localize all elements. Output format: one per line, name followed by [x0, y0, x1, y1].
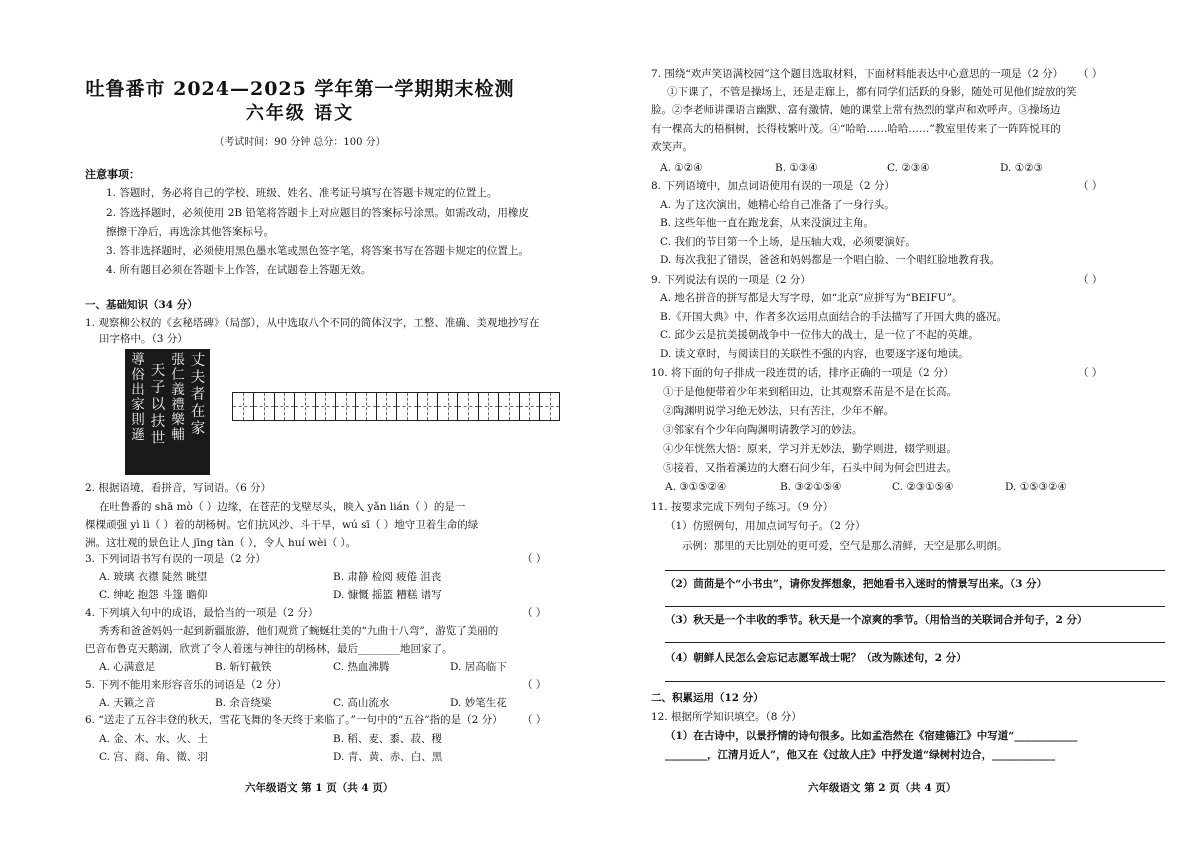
sentence-item: ⑤接着，又指着溪边的大磨石问少年，石头中间为何会凹进去。 [663, 462, 957, 474]
question-2-text: 在吐鲁番的 shā mò（ ）边缘，在苍茫的戈壁尽头，映入 yǎn lián（ ）的是一 [99, 501, 466, 513]
question-4-text: 秀秀和爸爸妈妈一起到新疆旅游，他们观赏了蜿蜒壮美的“九曲十八弯”，游览了美丽的 [99, 625, 499, 637]
question-1-cont: 田字格中。（3 分） [99, 333, 188, 345]
question-4: 4. 下列填入句中的成语，最恰当的一项是（2 分） [85, 607, 319, 619]
section-title: 二、积累运用（12 分） [651, 692, 764, 704]
option[interactable]: B. 肃静 检阅 疲倦 沮丧 [333, 571, 442, 583]
question-2-text: 洲。这壮观的景色让人 jīng tàn（ ），令人 huí wèi（ ）。 [85, 537, 357, 549]
question-12-1-cont: ________，江清月近人”，他又在《过故人庄》中抒发道“绿树村边合，____________ [665, 749, 1056, 761]
answer-paren[interactable]: （ ） [522, 679, 547, 691]
answer-line[interactable] [665, 606, 1165, 607]
notice-item: 4. 所有题目必须在答题卡上作答，在试题卷上答题无效。 [106, 264, 372, 276]
option[interactable]: A. 金、木、水、火、土 [99, 733, 208, 745]
exam-title: 吐鲁番市 2024—2025 学年第一学期期末检测 [85, 78, 515, 100]
option[interactable]: D. 慷慨 摇篮 糟糕 谱写 [333, 589, 442, 601]
question-11-1: （1）仿照例句，用加点词写句子。（2 分） [665, 520, 866, 532]
page-footer: 六年级语文 第 1 页（共 4 页） [245, 782, 394, 794]
option[interactable]: B. 这些年他一直在跑龙套，从来没演过主角。 [660, 217, 874, 229]
tianzige-grid[interactable] [232, 392, 560, 421]
question-2-text: 棵棵顽强 yì lì（ ）着的胡杨树。它们抗风沙、斗干旱，wú sī（ ）地守卫着生命的绿 [85, 519, 479, 531]
notice-item: 2. 答选择题时，必须使用 2B 铅笔将答题卡上对应题目的答案标号涂黑。如需改动，用橡皮 [106, 207, 529, 219]
section-title: 一、基础知识（34 分） [85, 299, 198, 311]
rubbing-column: 張 仁 義 禮 樂 輔 [171, 352, 185, 443]
sentence-item: ④少年恍然大悟：原来，学习并无妙法，勤学则进，辍学则退。 [663, 443, 957, 455]
option[interactable]: C. 绅屹 抱怨 斗篷 瞻仰 [99, 589, 208, 601]
option[interactable]: D. 读文章时，与阅读目的关联性不强的内容，也要逐字逐句地读。 [660, 348, 969, 360]
answer-paren[interactable]: （ ） [522, 714, 547, 726]
option[interactable]: B. 斩钉截铁 [215, 661, 272, 673]
question-9: 9. 下列说法有误的一项是（2 分） [651, 274, 811, 286]
option[interactable]: A. 玻璃 衣襟 陡然 眺望 [99, 571, 208, 583]
option[interactable]: D. ①②③ [1000, 162, 1043, 174]
option[interactable]: C. 我们的节目第一个上场，是压轴大戏，必须要演好。 [660, 236, 916, 248]
question-2: 2. 根据语境，看拼音，写词语。（6 分） [85, 482, 272, 494]
rubbing-column: 天 子 以 扶 世 [150, 363, 166, 447]
option[interactable]: B. 稻、麦、黍、菽、稷 [333, 733, 442, 745]
sentence-item: ①于是他便带着少年来到稻田边，让其观察禾苗是不是在长高。 [663, 386, 957, 398]
answer-line[interactable] [665, 681, 1165, 682]
option[interactable]: D. 每次我犯了错误，爸爸和妈妈都是一个唱白脸、一个唱红脸地教育我。 [660, 254, 1001, 266]
option[interactable]: D. 妙笔生花 [450, 697, 507, 709]
question-8: 8. 下列语境中，加点词语使用有误的一项是（2 分） [651, 180, 895, 192]
question-11-3: （3）秋天是一个丰收的季节。秋天是一个凉爽的季节。（用恰当的关联词合并句子，2 分） [665, 614, 1088, 626]
question-12-1: （1）在古诗中，以景抒情的诗句很多。比如孟浩然在《宿建德江》中写道“____________ [665, 730, 1078, 742]
option[interactable]: A. 为了这次演出，她精心给自己准备了一身行头。 [660, 199, 895, 211]
answer-line[interactable] [665, 570, 1165, 571]
question-11: 11. 按要求完成下列句子练习。（9 分） [651, 501, 834, 513]
answer-paren[interactable]: （ ） [522, 607, 547, 619]
right-page [600, 0, 1200, 849]
answer-line[interactable] [665, 642, 1165, 643]
option[interactable]: C. 高山流水 [333, 697, 390, 709]
question-7-text: 欢笑声。 [651, 141, 693, 153]
option[interactable]: C. ②③①⑤④ [892, 481, 954, 493]
answer-paren[interactable]: （ ） [1078, 274, 1103, 286]
option[interactable]: A. 天籁之音 [99, 697, 156, 709]
option[interactable]: A. 心满意足 [99, 661, 156, 673]
answer-paren[interactable]: （ ） [1078, 180, 1103, 192]
option[interactable]: C. 热血沸腾 [333, 661, 390, 673]
question-1: 1. 观察柳公权的《玄秘塔碑》（局部），从中选取八个不同的简体汉字，工整、准确、美观地抄写在 [85, 317, 540, 329]
question-7-text: 脸。②李老师讲课语言幽默、富有激情，她的课堂上常有热烈的掌声和欢呼声。③操场边 [651, 104, 1061, 116]
option[interactable]: B. 余音绕梁 [215, 697, 272, 709]
option[interactable]: B.《开国大典》中，作者多次运用点面结合的手法描写了开国大典的盛况。 [660, 311, 1008, 323]
question-7-text: 有一棵高大的梧桐树，长得枝繁叶茂。④“哈哈……哈哈……”教室里传来了一阵阵悦耳的 [651, 123, 1061, 135]
question-7-text: ①下课了，不管是操场上，还是走廊上，都有同学们活跃的身影，随处可见他们绽放的笑 [667, 86, 1077, 98]
question-4-text: 巴音布鲁克天鹅湖，欣赏了令人着迷与神往的胡杨林，最后________地回家了。 [85, 643, 453, 655]
option[interactable]: D. ①⑤③②④ [1005, 481, 1067, 493]
option[interactable]: A. ①②④ [660, 162, 703, 174]
question-11-4: （4）朝鲜人民怎么会忘记志愿军战士呢？（改为陈述句，2 分） [665, 652, 967, 664]
option[interactable]: C. ②③④ [887, 162, 930, 174]
rubbing-column: 導 俗 出 家 則 遜 [131, 352, 145, 443]
question-7: 7. 围绕“欢声笑语满校园”这个题目选取材料，下面材料能表达中心意思的一项是（2 分） [651, 68, 1064, 80]
answer-paren[interactable]: （ ） [1078, 367, 1103, 379]
sentence-item: ③邻家有个少年向陶渊明请教学习的妙法。 [663, 424, 863, 436]
notice-item: 擦擦干净后，再选涂其他答案标号。 [106, 226, 274, 238]
question-5: 5. 下列不能用来形容音乐的词语是（2 分） [85, 679, 287, 691]
answer-paren[interactable]: （ ） [522, 553, 547, 565]
exam-info: （考试时间：90 分钟 总分：100 分） [214, 137, 386, 148]
question-11-2: （2）茴茴是个“小书虫”，请你发挥想象，把她看书入迷时的情景写出来。（3 分） [665, 578, 1048, 590]
option[interactable]: D. 青、黄、赤、白、黑 [333, 751, 443, 763]
example-sentence: 示例：那里的天比别处的更可爱，空气是那么清鲜，天空是那么明朗。 [682, 540, 1008, 552]
notice-item: 3. 答非选择题时，必须使用黑色墨水笔或黑色签字笔，将答案书写在答题卡规定的位置上。 [106, 245, 529, 257]
rubbing-column: 丈 夫 者 在 家 [190, 353, 206, 437]
answer-paren[interactable]: （ ） [1078, 68, 1103, 80]
option[interactable]: B. ①③④ [775, 162, 818, 174]
question-3: 3. 下列词语书写有误的一项是（2 分） [85, 553, 266, 565]
option[interactable]: C. 邱少云是抗美援朝战争中一位伟大的战士，是一位了不起的英雄。 [660, 329, 979, 341]
sentence-item: ②陶渊明说学习绝无妙法，只有苦注，少年不解。 [663, 405, 894, 417]
question-6: 6. “送走了五谷丰登的秋天，雪花飞舞的冬天终于来临了。”一句中的“五谷”指的是（2 分） [85, 714, 503, 726]
exam-subtitle: 六年级 语文 [245, 103, 355, 124]
option[interactable]: D. 居高临下 [450, 661, 507, 673]
notice-item: 1. 答题时，务必将自己的学校、班级、姓名、准考证号填写在答题卡规定的位置上。 [106, 187, 498, 199]
question-10: 10. 将下面的句子排成一段连贯的话，排序正确的一项是（2 分） [651, 367, 955, 379]
option[interactable]: A. ③①⑤②④ [665, 481, 727, 493]
option[interactable]: C. 宫、商、角、徵、羽 [99, 751, 208, 763]
option[interactable]: A. 地名拼音的拼写都是大写字母，如“北京”应拼写为“BEIFU”。 [660, 292, 963, 304]
notice-title: 注意事项： [85, 168, 140, 181]
question-12: 12. 根据所学知识填空。（8 分） [651, 711, 802, 723]
option[interactable]: B. ③②①⑤④ [780, 481, 842, 493]
calligraphy-rubbing-image [125, 349, 210, 475]
page-footer: 六年级语文 第 2 页（共 4 页） [808, 782, 957, 794]
